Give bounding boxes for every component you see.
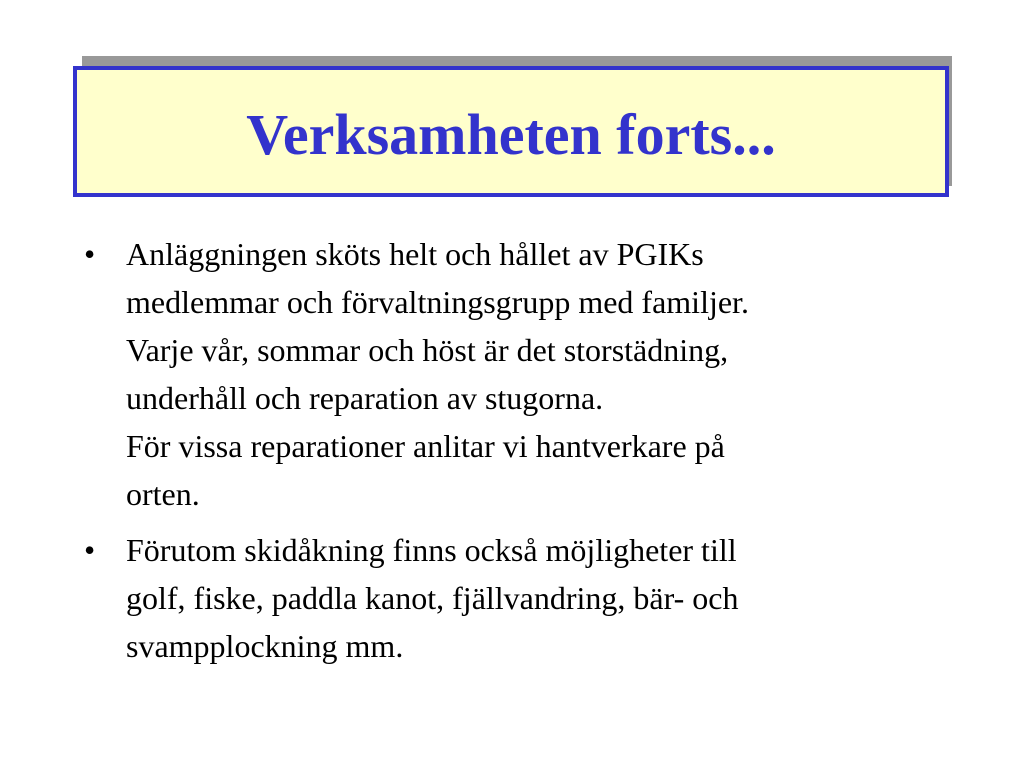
bullet-line: För vissa reparationer anlitar vi hantverkare på (126, 428, 725, 464)
bullet-item (84, 526, 944, 670)
bullet-marker: • (84, 236, 96, 272)
title-box (73, 66, 949, 197)
slide-title: Verksamheten forts... (246, 101, 776, 167)
bullet-list (84, 230, 944, 678)
bullet-line: Anläggningen sköts helt och hållet av PGIKs (126, 236, 704, 272)
bullet-line: orten. (126, 476, 200, 512)
bullet-line: svampplockning mm. (126, 628, 404, 664)
bullet-line: medlemmar och förvaltningsgrupp med familjer. (126, 284, 749, 320)
bullet-line: Förutom skidåkning finns också möjligheter till (126, 532, 737, 568)
bullet-line: golf, fiske, paddla kanot, fjällvandring, bär- och (126, 580, 739, 616)
bullet-marker: • (84, 532, 96, 568)
bullet-line: Varje vår, sommar och höst är det storstädning, (126, 332, 729, 368)
bullet-item (84, 230, 944, 518)
bullet-line: underhåll och reparation av stugorna. (126, 380, 604, 416)
